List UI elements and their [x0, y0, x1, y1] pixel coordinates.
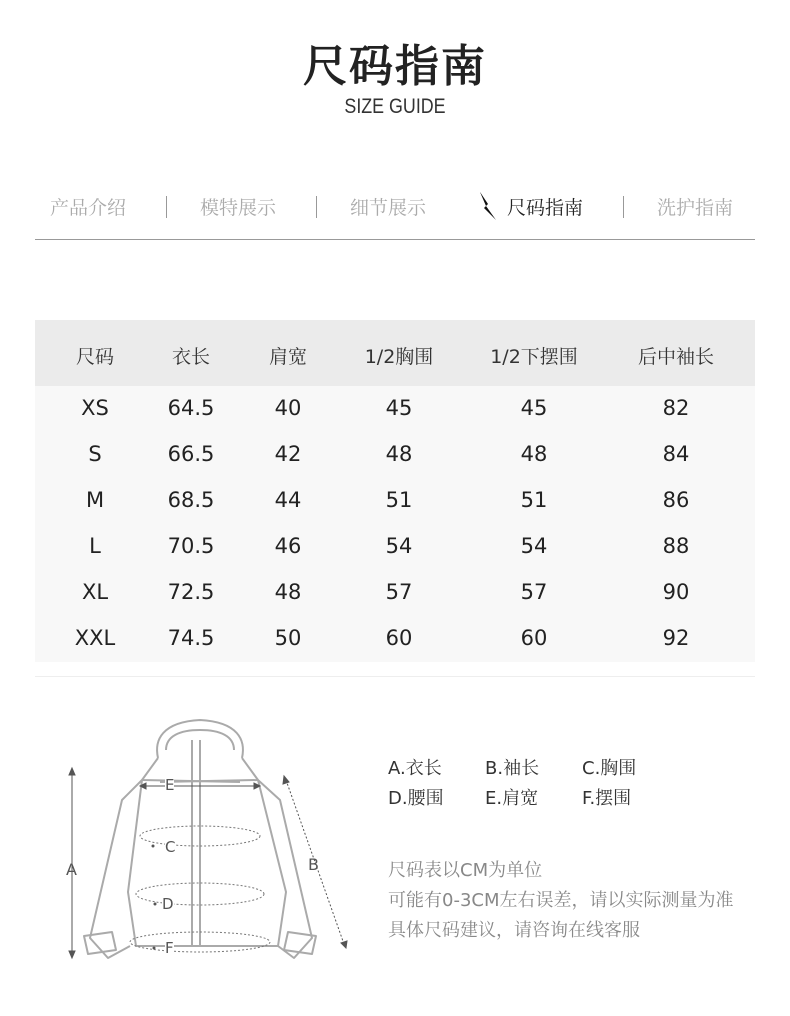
- cell-size: XS: [81, 396, 109, 420]
- nav-separator: [316, 196, 317, 218]
- legend-item-c: C.胸围: [582, 758, 637, 779]
- cell-half-hem: 45: [520, 396, 548, 420]
- cell-sleeve: 82: [662, 396, 690, 420]
- size-table: [35, 320, 755, 662]
- note-unit: 尺码表以CM为单位: [388, 860, 543, 881]
- nav-item-product-intro[interactable]: 产品介绍: [50, 197, 127, 219]
- table-row: [35, 386, 755, 432]
- header-cell-length: 衣长: [171, 346, 211, 368]
- note-tolerance: 可能有0-3CM左右误差，请以实际测量为准: [388, 890, 734, 911]
- cell-sleeve: 88: [662, 534, 690, 558]
- header-cell-sleeve: 后中袖长: [637, 346, 715, 368]
- cell-shoulder: 40: [274, 396, 302, 420]
- cell-half-chest: 57: [385, 580, 413, 604]
- cell-shoulder: 44: [274, 488, 302, 512]
- cell-half-hem: 57: [520, 580, 548, 604]
- cell-half-chest: 54: [385, 534, 413, 558]
- table-row: [35, 478, 755, 524]
- nav-item-detail-show[interactable]: 细节展示: [350, 197, 427, 219]
- cell-size: M: [85, 488, 105, 512]
- legend-item-f: F.摆围: [582, 788, 632, 809]
- size-table-body: [35, 386, 755, 662]
- cell-shoulder: 42: [274, 442, 302, 466]
- cell-shoulder: 50: [274, 626, 302, 650]
- cell-sleeve: 86: [662, 488, 690, 512]
- nav-item-model-show[interactable]: 模特展示: [200, 197, 277, 219]
- diagram-label-d: D: [162, 895, 174, 913]
- cell-half-chest: 45: [385, 396, 413, 420]
- feather-icon: [477, 190, 499, 226]
- nav-underline: [35, 239, 755, 240]
- nav-separator: [166, 196, 167, 218]
- diagram-label-c: C: [165, 838, 176, 856]
- cell-length: 72.5: [167, 580, 215, 604]
- nav-item-care-guide[interactable]: 洗护指南: [657, 197, 734, 219]
- cell-length: 74.5: [167, 626, 215, 650]
- cell-half-hem: 51: [520, 488, 548, 512]
- cell-shoulder: 48: [274, 580, 302, 604]
- table-row: [35, 616, 755, 662]
- header-cell-half-chest: 1/2胸围: [364, 346, 434, 368]
- nav-item-size-guide[interactable]: 尺码指南: [507, 197, 584, 219]
- cell-half-hem: 60: [520, 626, 548, 650]
- cell-sleeve: 90: [662, 580, 690, 604]
- header-cell-size: 尺码: [75, 346, 115, 368]
- cell-length: 64.5: [167, 396, 215, 420]
- cell-length: 66.5: [167, 442, 215, 466]
- cell-size: XXL: [74, 626, 116, 650]
- legend-item-a: A.衣长: [388, 758, 442, 779]
- table-row: [35, 524, 755, 570]
- section-divider: [35, 676, 755, 677]
- cell-sleeve: 92: [662, 626, 690, 650]
- page-title: 尺码指南: [303, 41, 487, 92]
- jacket-outline-icon: [50, 710, 360, 970]
- legend-item-d: D.腰围: [388, 788, 444, 809]
- diagram-label-a: A: [66, 860, 77, 879]
- header-cell-shoulder: 肩宽: [268, 346, 308, 368]
- size-table-header: [35, 320, 755, 386]
- cell-length: 68.5: [167, 488, 215, 512]
- diagram-label-e: E: [165, 776, 175, 794]
- section-nav: [35, 188, 755, 228]
- page-subtitle: SIZE GUIDE: [344, 95, 446, 118]
- note-consult: 具体尺码建议，请咨询在线客服: [388, 920, 640, 941]
- nav-separator: [623, 196, 624, 218]
- jacket-measurement-diagram: [50, 710, 360, 974]
- cell-length: 70.5: [167, 534, 215, 558]
- cell-size: L: [89, 534, 101, 558]
- cell-shoulder: 46: [274, 534, 302, 558]
- diagram-label-b: B: [308, 855, 319, 874]
- legend-item-e: E.肩宽: [485, 788, 539, 809]
- legend-item-b: B.袖长: [485, 758, 540, 779]
- cell-half-chest: 60: [385, 626, 413, 650]
- cell-size: S: [88, 442, 102, 466]
- table-row: [35, 570, 755, 616]
- diagram-label-f: F: [165, 939, 174, 957]
- table-row: [35, 432, 755, 478]
- header-cell-half-hem: 1/2下摆围: [490, 346, 578, 368]
- cell-half-chest: 48: [385, 442, 413, 466]
- cell-half-hem: 48: [520, 442, 548, 466]
- cell-half-hem: 54: [520, 534, 548, 558]
- cell-size: XL: [81, 580, 109, 604]
- cell-half-chest: 51: [385, 488, 413, 512]
- cell-sleeve: 84: [662, 442, 690, 466]
